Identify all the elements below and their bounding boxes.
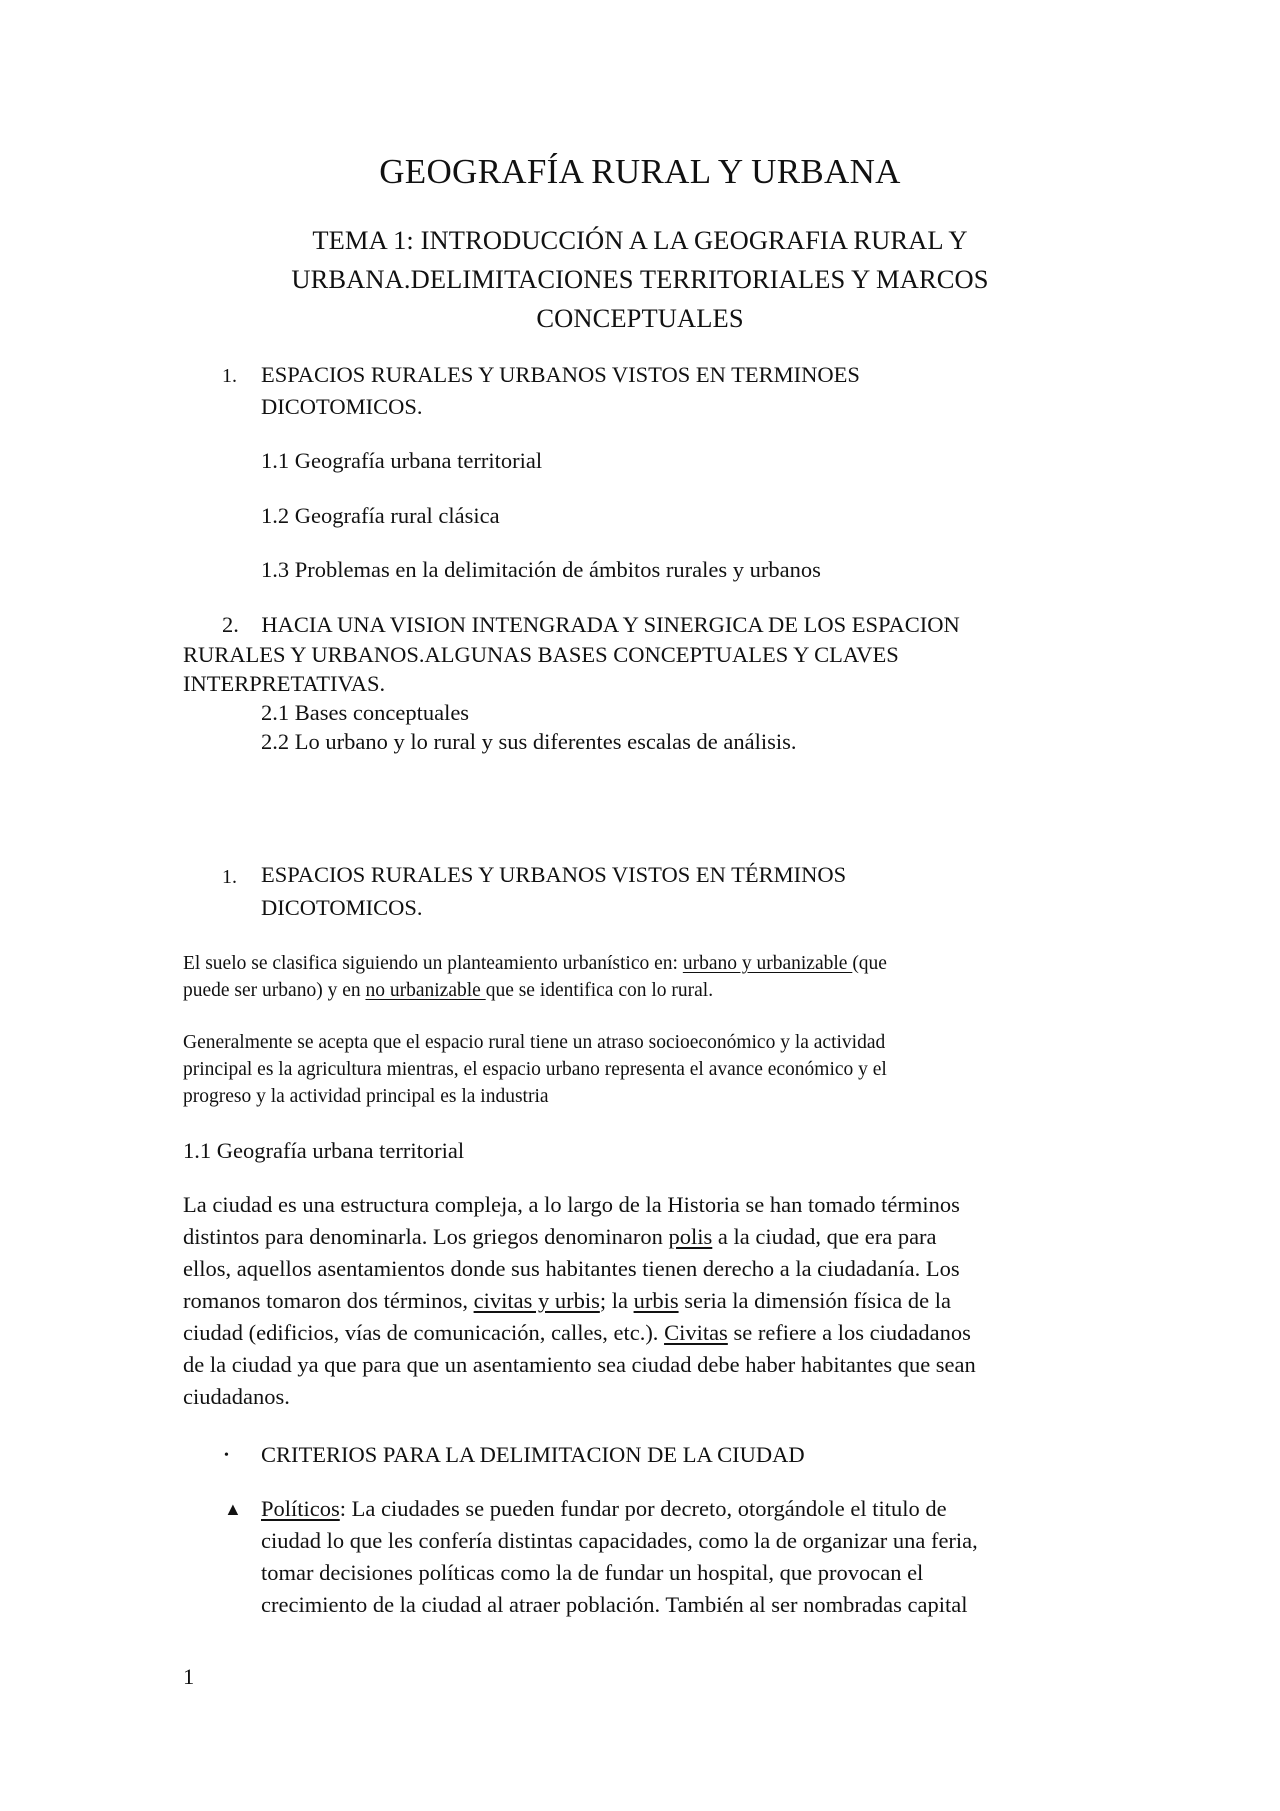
toc-sub-2-1: 2.1 Bases conceptuales xyxy=(261,700,470,725)
subtitle-line-1: TEMA 1: INTRODUCCIÓN A LA GEOGRAFIA RURAL Y xyxy=(312,225,968,255)
paragraph-3-line-7: ciudadanos. xyxy=(183,1384,290,1409)
criteria-heading: CRITERIOS PARA LA DELIMITACION DE LA CIUDAD xyxy=(261,1442,805,1467)
subtitle-line-3: CONCEPTUALES xyxy=(536,303,744,333)
criterion-line-2: ciudad lo que les confería distintas capacidades, como la de organizar una feria, xyxy=(261,1528,978,1553)
criterion-line-4: crecimiento de la ciudad al atraer población. También al ser nombradas capital xyxy=(261,1592,968,1617)
criterion-line-3: tomar decisiones políticas como la de fundar un hospital, que provocan el xyxy=(261,1560,924,1585)
underlined-term: polis xyxy=(668,1224,713,1249)
section-1-number: 1. xyxy=(222,866,237,888)
paragraph-2-line-1: Generalmente se acepta que el espacio rural tiene un atraso socioeconómico y la actividad xyxy=(183,1032,886,1053)
document-title: GEOGRAFÍA RURAL Y URBANA xyxy=(379,152,901,191)
paragraph-3-line-4: romanos tomaron dos términos, civitas y urbis; la urbis seria la dimensión física de la xyxy=(183,1288,951,1313)
paragraph-3-line-6: de la ciudad ya que para que un asentamiento sea ciudad debe haber habitantes que sean xyxy=(183,1352,976,1377)
toc-sub-2-2: 2.2 Lo urbano y lo rural y sus diferentes escalas de análisis. xyxy=(261,729,797,754)
criterion-label: Políticos xyxy=(261,1496,340,1521)
subsection-1-1-heading: 1.1 Geografía urbana territorial xyxy=(183,1138,465,1163)
paragraph-3-line-1: La ciudad es una estructura compleja, a lo largo de la Historia se han tomado términos xyxy=(183,1192,960,1217)
bullet-icon: • xyxy=(224,1448,229,1463)
toc-sub-1-2: 1.2 Geografía rural clásica xyxy=(261,503,500,528)
section-1-heading-line-1: ESPACIOS RURALES Y URBANOS VISTOS EN TÉRMINOS xyxy=(261,862,847,887)
toc-item-1-number: 1. xyxy=(222,365,237,387)
page-number: 1 xyxy=(183,1664,195,1689)
paragraph-3-line-5: ciudad (edificios, vías de comunicación, calles, etc.). Civitas se refiere a los ciudadanos xyxy=(183,1320,971,1345)
underlined-term: urbis xyxy=(633,1288,679,1313)
paragraph-3-line-3: ellos, aquellos asentamientos donde sus habitantes tienen derecho a la ciudadanía. Los xyxy=(183,1256,960,1281)
triangle-bullet-icon: ▲ xyxy=(224,1499,242,1519)
underlined-term: civitas y urbis xyxy=(473,1288,600,1313)
underlined-term: Civitas xyxy=(664,1320,728,1345)
paragraph-2-line-3: progreso y la actividad principal es la industria xyxy=(183,1086,549,1107)
section-1-heading-line-2: DICOTOMICOS. xyxy=(261,895,423,920)
paragraph-2-line-2: principal es la agricultura mientras, el espacio urbano representa el avance económico y el xyxy=(183,1059,887,1080)
toc-item-1-line-2: DICOTOMICOS. xyxy=(261,394,423,419)
paragraph-3-line-2: distintos para denominarla. Los griegos denominaron polis a la ciudad, que era para xyxy=(183,1224,937,1249)
criterion-line-1: Políticos: La ciudades se pueden fundar por decreto, otorgándole el titulo de xyxy=(261,1496,947,1521)
toc-item-2-line-2: RURALES Y URBANOS.ALGUNAS BASES CONCEPTUALES Y CLAVES xyxy=(183,642,899,667)
subtitle-line-2: URBANA.DELIMITACIONES TERRITORIALES Y MARCOS xyxy=(291,264,989,294)
toc-item-2-line-3: INTERPRETATIVAS. xyxy=(183,671,386,696)
toc-item-1-line-1: ESPACIOS RURALES Y URBANOS VISTOS EN TERMINOES xyxy=(261,362,860,387)
underlined-term: urbano y urbanizable xyxy=(682,953,853,974)
toc-item-2-line-1: 2. HACIA UNA VISION INTENGRADA Y SINERGICA DE LOS ESPACION xyxy=(222,612,960,637)
underlined-term: no urbanizable xyxy=(365,980,486,1001)
toc-sub-1-3: 1.3 Problemas en la delimitación de ámbitos rurales y urbanos xyxy=(261,557,821,582)
toc-sub-1-1: 1.1 Geografía urbana territorial xyxy=(261,448,543,473)
paragraph-1-line-1: El suelo se clasifica siguiendo un planteamiento urbanístico en: urbano y urbanizable (que xyxy=(183,953,887,974)
paragraph-1-line-2: puede ser urbano) y en no urbanizable que se identifica con lo rural. xyxy=(183,980,714,1001)
